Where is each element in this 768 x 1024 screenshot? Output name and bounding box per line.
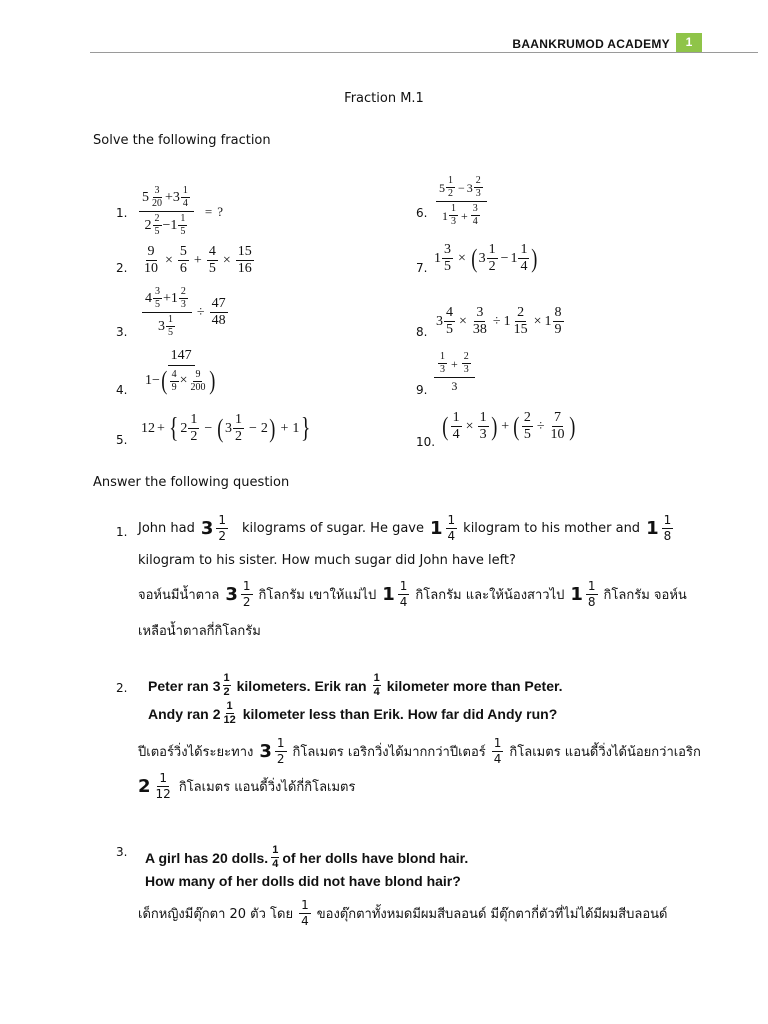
p1-n: 1: [180, 213, 186, 224]
q1-d: 2: [218, 528, 227, 543]
p7-op: −: [500, 250, 509, 266]
q1-n: 1: [399, 579, 408, 593]
p1-n: 3: [154, 185, 160, 196]
p4-paren: (: [161, 366, 168, 395]
p10-d: 5: [523, 427, 531, 442]
p6-op: −: [458, 180, 465, 195]
p5-d: 2: [234, 429, 242, 444]
academy-name: BAANKRUMOD ACADEMY: [512, 37, 670, 51]
q1-n: 1: [447, 513, 456, 527]
p7-d: 2: [488, 259, 496, 274]
p7-n: 3: [444, 242, 451, 257]
p3-d: 5: [155, 299, 160, 310]
p3-whole: 4: [145, 290, 152, 306]
q1-text: kilograms of sugar. He gave: [242, 520, 424, 536]
p7-d: 5: [444, 259, 451, 274]
p4-one: 1: [145, 373, 152, 388]
p6-n: 2: [475, 175, 481, 186]
question-2-english-line1: [148, 673, 563, 698]
q1-n: 1: [242, 579, 251, 593]
q1-text: kilogram to his mother and: [463, 520, 641, 536]
p5-n: 1: [234, 412, 242, 427]
p1-n: 2: [154, 213, 160, 224]
p10-op: ×: [465, 418, 474, 434]
p5-twelve: 12: [141, 420, 155, 436]
q3-d: 4: [272, 858, 279, 870]
p4-numerator: 147: [168, 349, 195, 366]
q3-d: 4: [301, 913, 309, 928]
p4-d: 9: [171, 381, 177, 393]
p7-whole: 1: [434, 250, 441, 266]
q1-thai-text: จอห์นมีน้ำตาล: [138, 587, 220, 603]
p3-n: 1: [167, 314, 173, 325]
question-number-2: 2.: [116, 681, 128, 695]
question-3-english-line1: [145, 845, 468, 870]
q1-whole: 1: [570, 583, 583, 605]
problem-number-1: 1.: [116, 206, 128, 220]
p8-whole: 1: [544, 313, 552, 329]
p6-whole: 5: [439, 180, 445, 195]
q1-n: 1: [587, 579, 596, 593]
p10-n: 1: [452, 410, 460, 425]
p8-n: 8: [554, 305, 562, 320]
p7-op: ×: [458, 250, 466, 266]
p3-whole: 1: [170, 290, 178, 306]
p1-whole: 2: [144, 217, 152, 233]
problem-number-3: 3.: [116, 325, 128, 339]
question-1-english-line1: [138, 514, 679, 542]
p1-op: −: [162, 217, 171, 233]
q1-whole: 3: [225, 583, 238, 605]
p9-denominator: 3: [451, 379, 458, 393]
section-heading-answer: Answer the following question: [93, 475, 290, 490]
p7-paren: (: [471, 243, 478, 273]
q3-thai-text: ของตุ๊กตาทั้งหมดมีผมสีบลอนด์ มีตุ๊กตากี่ตัวที่ไม่ได้มีผมสีบลอนด์: [316, 906, 668, 922]
problem-number-6: 6.: [416, 206, 428, 220]
problem-number-7: 7.: [416, 261, 428, 275]
question-1-thai-line2: เหลือน้ำตาลกี่กิโลกรัม: [138, 624, 261, 639]
p8-d: 5: [446, 322, 453, 337]
p3-n: 3: [155, 286, 160, 297]
question-1-thai-line1: [138, 580, 687, 608]
p9-n: 1: [440, 351, 445, 362]
q1-whole: 1: [430, 517, 443, 539]
q3-text: A girl has 20 dolls.: [145, 849, 269, 866]
p2-d: 10: [144, 261, 158, 276]
q2-text: kilometer less than Erik. How far did Andy run?: [242, 705, 558, 722]
p4-n: 9: [195, 368, 201, 380]
q1-whole: 1: [646, 517, 659, 539]
q1-whole: 1: [382, 583, 395, 605]
p6-whole: 1: [442, 208, 448, 223]
q2-d: 4: [373, 686, 380, 698]
p1-question: ?: [217, 203, 224, 219]
p2-n: 4: [208, 244, 216, 259]
q3-n: 1: [301, 898, 309, 912]
question-1-english-line2: kilogram to his sister. How much sugar did John have left?: [138, 553, 516, 568]
p9-d: 3: [463, 364, 469, 375]
p10-n: 1: [479, 410, 487, 425]
p1-d: 4: [182, 198, 188, 209]
q2-d: 12: [155, 786, 171, 801]
q2-whole: 3: [259, 740, 272, 762]
p10-op: +: [501, 418, 510, 434]
q2-d: 4: [493, 751, 502, 766]
p4-op: −: [152, 373, 160, 388]
q2-d: 2: [223, 686, 230, 698]
p10-paren: (: [442, 411, 449, 441]
q1-text: John had: [138, 520, 195, 536]
p6-d: 2: [448, 188, 453, 199]
q1-d: 4: [399, 594, 408, 609]
question-2-thai-line2: [138, 772, 355, 800]
problem-number-10: 10.: [416, 435, 436, 449]
p1-d: 5: [180, 226, 186, 237]
q2-text: kilometers. Erik ran: [236, 677, 367, 694]
q2-n: 1: [373, 672, 380, 684]
p5-brace: }: [301, 412, 311, 444]
p1-equals: =: [204, 203, 213, 219]
p2-op: +: [193, 252, 202, 268]
p1-d: 5: [154, 226, 160, 237]
q2-whole: 3: [212, 677, 221, 694]
p7-d: 4: [520, 259, 528, 274]
p10-op: ÷: [536, 418, 545, 434]
q2-whole: 2: [138, 775, 151, 797]
p10-d: 4: [452, 427, 460, 442]
q2-d: 2: [276, 751, 285, 766]
p8-op: ÷: [492, 313, 501, 329]
p10-n: 7: [554, 410, 562, 425]
p10-d: 3: [479, 427, 487, 442]
p6-d: 3: [451, 216, 456, 227]
p4-op: ×: [179, 373, 188, 388]
p1-whole: 1: [170, 217, 178, 233]
p8-whole: 1: [503, 313, 511, 329]
p6-d: 3: [475, 188, 481, 199]
q2-n: 1: [493, 736, 502, 750]
q2-whole: 2: [212, 705, 221, 722]
q1-n: 1: [663, 513, 672, 527]
p7-whole: 1: [510, 250, 518, 266]
p5-n: 1: [190, 412, 198, 427]
q1-d: 8: [663, 528, 672, 543]
problem-4: [141, 349, 221, 394]
p8-op: ×: [533, 313, 542, 329]
p5-d: 2: [190, 429, 198, 444]
problem-6: [435, 176, 488, 227]
p9-d: 3: [440, 364, 445, 375]
p5-num: 2: [260, 420, 268, 436]
p3-op: ÷: [196, 304, 205, 320]
p6-n: 3: [472, 203, 478, 214]
p8-whole: 3: [436, 313, 443, 329]
header-rule: [90, 52, 758, 53]
q3-text: of her dolls have blond hair.: [282, 849, 469, 866]
p10-paren: (: [513, 411, 520, 441]
problem-number-2: 2.: [116, 261, 128, 275]
page-number-badge: 1: [676, 33, 702, 52]
p3-d: 48: [211, 313, 226, 328]
q2-d: 12: [223, 714, 236, 726]
p2-n: 9: [147, 244, 155, 259]
p7-n: 1: [520, 242, 528, 257]
p6-n: 1: [451, 203, 456, 214]
q2-text: Andy ran: [148, 705, 209, 722]
p3-n: 47: [211, 296, 226, 311]
p5-whole: 2: [180, 420, 188, 436]
problem-number-4: 4.: [116, 383, 128, 397]
problem-8: [436, 306, 565, 337]
q1-n: 1: [218, 513, 227, 527]
p2-n: 15: [237, 244, 252, 259]
p6-op: +: [461, 208, 468, 223]
page-title: Fraction M.1: [344, 91, 424, 106]
p2-d: 16: [237, 261, 252, 276]
p3-d: 3: [180, 299, 186, 310]
p2-op: ×: [165, 252, 173, 268]
problem-9: [433, 352, 476, 392]
problem-number-9: 9.: [416, 383, 428, 397]
p2-op: ×: [222, 252, 231, 268]
q1-thai-text: กิโลกรัม จอห์น: [603, 587, 687, 603]
question-3-english-line2: How many of her dolls did not have blond hair?: [145, 873, 461, 889]
p8-d: 15: [513, 322, 528, 337]
q1-d: 2: [242, 594, 251, 609]
q1-d: 4: [447, 528, 456, 543]
question-3-thai-line1: [138, 899, 667, 927]
p10-paren: ): [490, 411, 497, 441]
q3-thai-text: เด็กหญิงมีตุ๊กตา 20 ตัว โดย: [138, 906, 294, 922]
p3-d: 5: [167, 327, 173, 338]
q1-thai-text: กิโลกรัม เขาให้แม่ไป: [258, 587, 377, 603]
p8-op: ×: [459, 313, 467, 329]
problem-1: [138, 186, 223, 237]
q2-thai-text: กิโลเมตร เอริกวิ่งได้มากกว่าปีเตอร์: [292, 744, 486, 760]
section-heading-solve: Solve the following fraction: [93, 133, 271, 148]
question-2-english-line2: [148, 701, 557, 726]
p5-paren: (: [217, 413, 224, 443]
p10-paren: ): [568, 411, 575, 441]
p1-whole: 3: [172, 189, 180, 205]
p5-brace: {: [168, 412, 179, 444]
q2-thai-text: กิโลเมตร แอนดี้วิ่งได้น้อยกว่าเอริก: [509, 744, 701, 760]
problem-10: [441, 411, 576, 442]
p8-n: 3: [476, 305, 484, 320]
question-number-1: 1.: [116, 525, 128, 539]
problem-7: [434, 243, 539, 274]
p2-d: 5: [208, 261, 216, 276]
q2-thai-text: ปีเตอร์วิ่งได้ระยะทาง: [138, 744, 254, 760]
p5-op: +: [157, 420, 165, 436]
p1-complex-fraction: [139, 186, 194, 237]
p6-whole: 3: [466, 180, 473, 195]
problem-2: [141, 245, 255, 276]
p8-n: 2: [517, 305, 525, 320]
p5-whole: 3: [224, 420, 232, 436]
q2-thai-text: กิโลเมตร แอนดี้วิ่งได้กี่กิโลเมตร: [178, 779, 356, 795]
p10-n: 2: [523, 410, 531, 425]
q1-thai-text: กิโลกรัม และให้น้องสาวไป: [415, 587, 565, 603]
p4-paren: ): [209, 366, 216, 395]
question-number-3: 3.: [116, 845, 128, 859]
problem-5: [141, 413, 313, 444]
q1-whole: 3: [200, 517, 214, 539]
q1-d: 8: [587, 594, 596, 609]
p3-op: +: [163, 290, 171, 306]
p1-d: 20: [152, 198, 162, 209]
p5-op: +: [280, 420, 289, 436]
p7-n: 1: [488, 242, 496, 257]
p4-n: 4: [171, 368, 177, 380]
question-2-thai-line1: [138, 737, 701, 765]
q2-text: Peter ran: [148, 677, 209, 694]
p6-n: 1: [448, 175, 453, 186]
p5-op: −: [248, 420, 257, 436]
p1-n: 1: [182, 185, 188, 196]
p8-d: 38: [472, 322, 487, 337]
p9-op: +: [451, 356, 458, 371]
p8-n: 4: [446, 305, 453, 320]
p1-whole: 5: [142, 189, 149, 205]
q2-text: kilometer more than Peter.: [386, 677, 563, 694]
p10-d: 10: [550, 427, 565, 442]
q2-n: 1: [226, 700, 233, 712]
p5-op: −: [204, 420, 213, 436]
p9-n: 2: [463, 351, 469, 362]
p5-paren: ): [269, 413, 276, 443]
p1-op: +: [165, 189, 173, 205]
q3-n: 1: [272, 844, 279, 856]
p5-num: 1: [292, 420, 300, 436]
p7-paren: ): [531, 243, 538, 273]
problem-number-8: 8.: [416, 325, 428, 339]
problem-number-5: 5.: [116, 433, 128, 447]
p2-n: 5: [179, 244, 187, 259]
p4-d: 200: [190, 381, 206, 393]
problem-3: [141, 287, 229, 338]
p3-n: 2: [180, 286, 186, 297]
p8-d: 9: [554, 322, 562, 337]
p3-whole: 3: [157, 318, 165, 334]
p7-whole: 3: [478, 250, 486, 266]
q2-n: 1: [223, 672, 230, 684]
p2-d: 6: [179, 261, 187, 276]
q2-n: 1: [159, 771, 167, 785]
q2-n: 1: [276, 736, 285, 750]
p6-d: 4: [472, 216, 478, 227]
